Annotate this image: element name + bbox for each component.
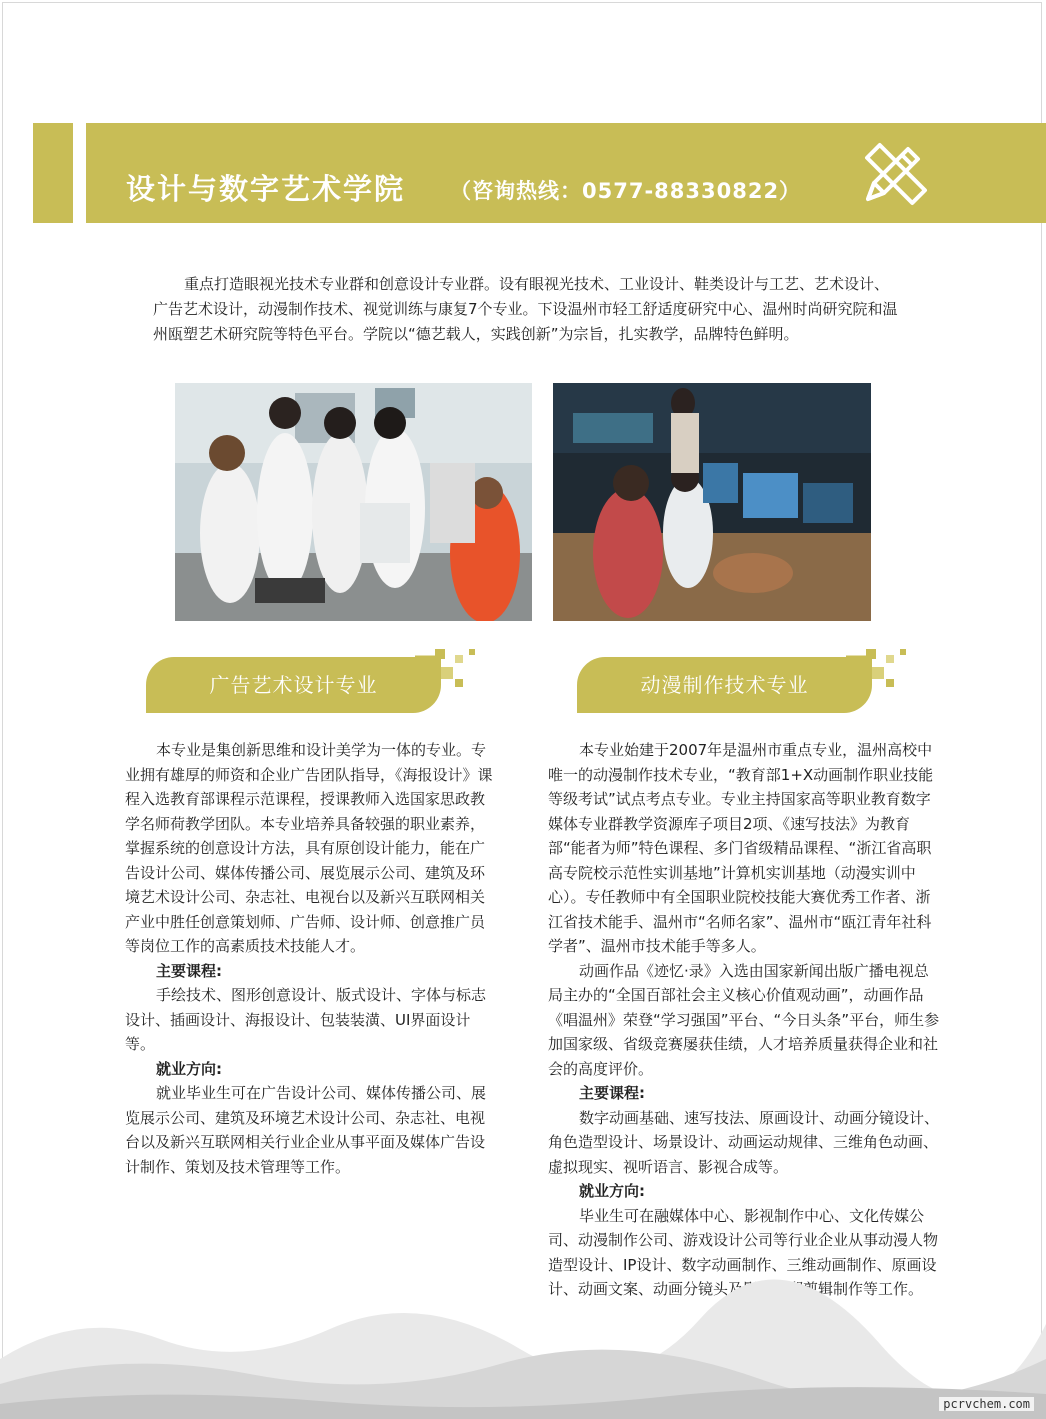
courses-heading: 主要课程: xyxy=(156,961,222,980)
courses-text: 数字动画基础、速写技法、原画设计、动画分镜设计、角色造型设计、场景设计、动画运动规律、三维角色动画、虚拟现实、视听语言、影视合成等。 xyxy=(548,1108,940,1176)
jobs-text: 就业毕业生可在广告设计公司、媒体传播公司、展览展示公司、建筑及环境艺术设计公司、杂志社、电视台以及新兴互联网相关行业企业从事平面及媒体广告设计制作、策划及技术管理等工作。 xyxy=(125,1084,487,1176)
watermark: pcrvchem.com xyxy=(939,1397,1034,1411)
major-achievements: 动画作品《迹忆·录》入选由国家新闻出版广播电视总局主办的“全国百部社会主义核心价值观动画”，动画作品《唱温州》荣登“学习强国”平台、“今日头条”平台，师生参加国家级、省级竞赛屡获佳绩，人才培养质量获得企业和社会的高度评价。 xyxy=(548,961,940,1078)
hotline-text: （咨询热线：0577-88330822） xyxy=(450,179,802,203)
banner-stub xyxy=(33,123,73,223)
courses-heading: 主要课程: xyxy=(579,1084,645,1102)
pixel-decoration-icon xyxy=(842,649,914,697)
animation-production-column xyxy=(548,738,941,1302)
courses-text: 手绘技术、图形创意设计、版式设计、字体与标志设计、插画设计、海报设计、包装装潢、UI界面设计等。 xyxy=(125,986,487,1053)
jobs-heading: 就业方向: xyxy=(579,1182,645,1200)
header-banner xyxy=(86,123,1046,223)
tab-label: 广告艺术设计专业 xyxy=(209,673,378,697)
jobs-text: 毕业生可在融媒体中心、影视制作中心、文化传媒公司、动漫制作公司、游戏设计公司等行业企业从事动漫人物造型设计、IP设计、数字动画制作、三维动画制作、原画设计、动画文案、动画分镜头及影视后期剪辑制作等工作。 xyxy=(548,1206,939,1298)
major-description: 本专业是集创新思维和设计美学为一体的专业。专业拥有雄厚的师资和企业广告团队指导，《海报设计》课程入选教育部课程示范课程，授课教师入选国家思政教学名师荷教学团队。本专业培养具备较强的职业素养，掌握系统的创意设计方法，具有原创设计能力，能在广告设计公司、媒体传播公司、展览展示公司、建筑及环境艺术设计公司、杂志社、电视台以及新兴互联网相关产业中胜任创意策划师、广告师、设计师、创意推广员等岗位工作的高素质技术技能人才。 xyxy=(125,741,493,955)
intro-paragraph: 重点打造眼视光技术专业群和创意设计专业群。设有眼视光技术、工业设计、鞋类设计与工艺、艺术设计、广告艺术设计，动漫制作技术、视觉训练与康复7个专业。下设温州市轻工舒适度研究中心、温州时尚研究院和温州瓯塑艺术研究院等特色平台。学院以“德艺载人，实践创新”为宗旨，扎实教学，品牌特色鲜明。 xyxy=(153,275,898,343)
advertising-design-column xyxy=(125,738,498,1179)
lab-photo xyxy=(175,383,532,621)
jobs-heading: 就业方向: xyxy=(156,1059,222,1078)
mountain-background xyxy=(0,1269,1046,1419)
major-description: 本专业始建于2007年是温州市重点专业，温州高校中唯一的动漫制作技术专业，“教育部1+X动画制作职业技能等级考试”试点考点专业。专业主持国家高等职业教育数字媒体专业群教学资源库子项目2项、《速写技法》为教育部“能者为师”特色课程、多门省级精品课程、“浙江省高职高专院校示范性实训基地”计算机实训基地（动漫实训中心）。专任教师中有全国职业院校技能大赛优秀工作者、浙江省技术能手、温州市“名师名家”、温州市“瓯江青年社科学者”、温州市技术能手等多人。 xyxy=(548,741,934,955)
tab-label: 动漫制作技术专业 xyxy=(640,673,809,697)
page-title: 设计与数字艺术学院 xyxy=(126,172,406,206)
pencil-ruler-icon xyxy=(858,139,934,209)
pixel-decoration-icon xyxy=(411,649,483,697)
studio-photo xyxy=(553,383,871,621)
